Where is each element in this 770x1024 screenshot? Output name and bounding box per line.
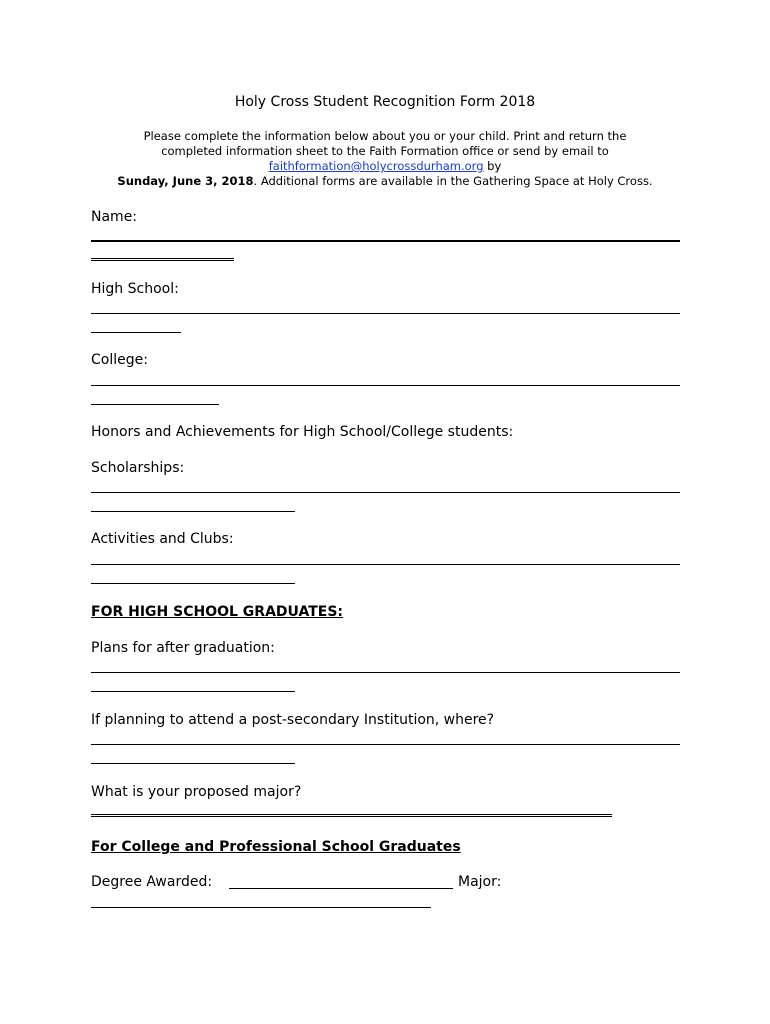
college-label: College:	[91, 352, 148, 368]
scholarships-label: Scholarships:	[91, 460, 185, 476]
instructions-closing: . Additional forms are available in the Gathering Space at Holy Cross.	[253, 174, 653, 188]
proposed-major-line[interactable]	[91, 814, 612, 817]
name-line-1[interactable]	[91, 240, 680, 242]
scholarships-line-2[interactable]	[91, 511, 295, 512]
degree-label: Degree Awarded:	[91, 874, 213, 890]
honors-label: Honors and Achievements for High School/College students:	[91, 424, 514, 440]
college-graduates-heading: For College and Professional School Graduates	[91, 839, 461, 855]
high-school-label: High School:	[91, 281, 179, 297]
proposed-major-label: What is your proposed major?	[91, 784, 302, 800]
name-line-2[interactable]	[91, 258, 234, 261]
degree-line[interactable]	[229, 888, 453, 889]
scholarships-line-1[interactable]	[91, 492, 680, 493]
post-secondary-line-1[interactable]	[91, 744, 680, 745]
instructions-line-3	[86, 159, 684, 174]
activities-line-2[interactable]	[91, 583, 295, 584]
form-instructions	[86, 129, 684, 189]
post-secondary-line-2[interactable]	[91, 763, 295, 764]
name-label: Name:	[91, 209, 138, 225]
plans-line-2[interactable]	[91, 691, 295, 692]
high-school-line-1[interactable]	[91, 313, 680, 314]
major-label: Major:	[458, 874, 502, 890]
activities-label: Activities and Clubs:	[91, 531, 234, 547]
high-school-graduates-heading: FOR HIGH SCHOOL GRADUATES:	[91, 604, 344, 620]
email-link[interactable]: faithformation@holycrossdurham.org	[268, 159, 484, 173]
deadline-date: Sunday, June 3, 2018	[117, 174, 254, 188]
college-line-2[interactable]	[91, 404, 219, 405]
instructions-line-1: Please complete the information below about you or your child. Print and return the	[143, 129, 627, 143]
college-line-1[interactable]	[91, 385, 680, 386]
major-line[interactable]	[91, 907, 431, 908]
instructions-line-2: completed information sheet to the Faith Formation office or send by email to	[161, 144, 609, 158]
plans-label: Plans for after graduation:	[91, 640, 275, 656]
high-school-line-2[interactable]	[91, 332, 181, 333]
plans-line-1[interactable]	[91, 672, 680, 673]
activities-line-1[interactable]	[91, 564, 680, 565]
form-title: Holy Cross Student Recognition Form 2018	[234, 94, 536, 110]
instructions-line-4	[86, 174, 684, 189]
post-secondary-label: If planning to attend a post-secondary Institution, where?	[91, 712, 495, 728]
email-suffix: by	[483, 159, 502, 173]
